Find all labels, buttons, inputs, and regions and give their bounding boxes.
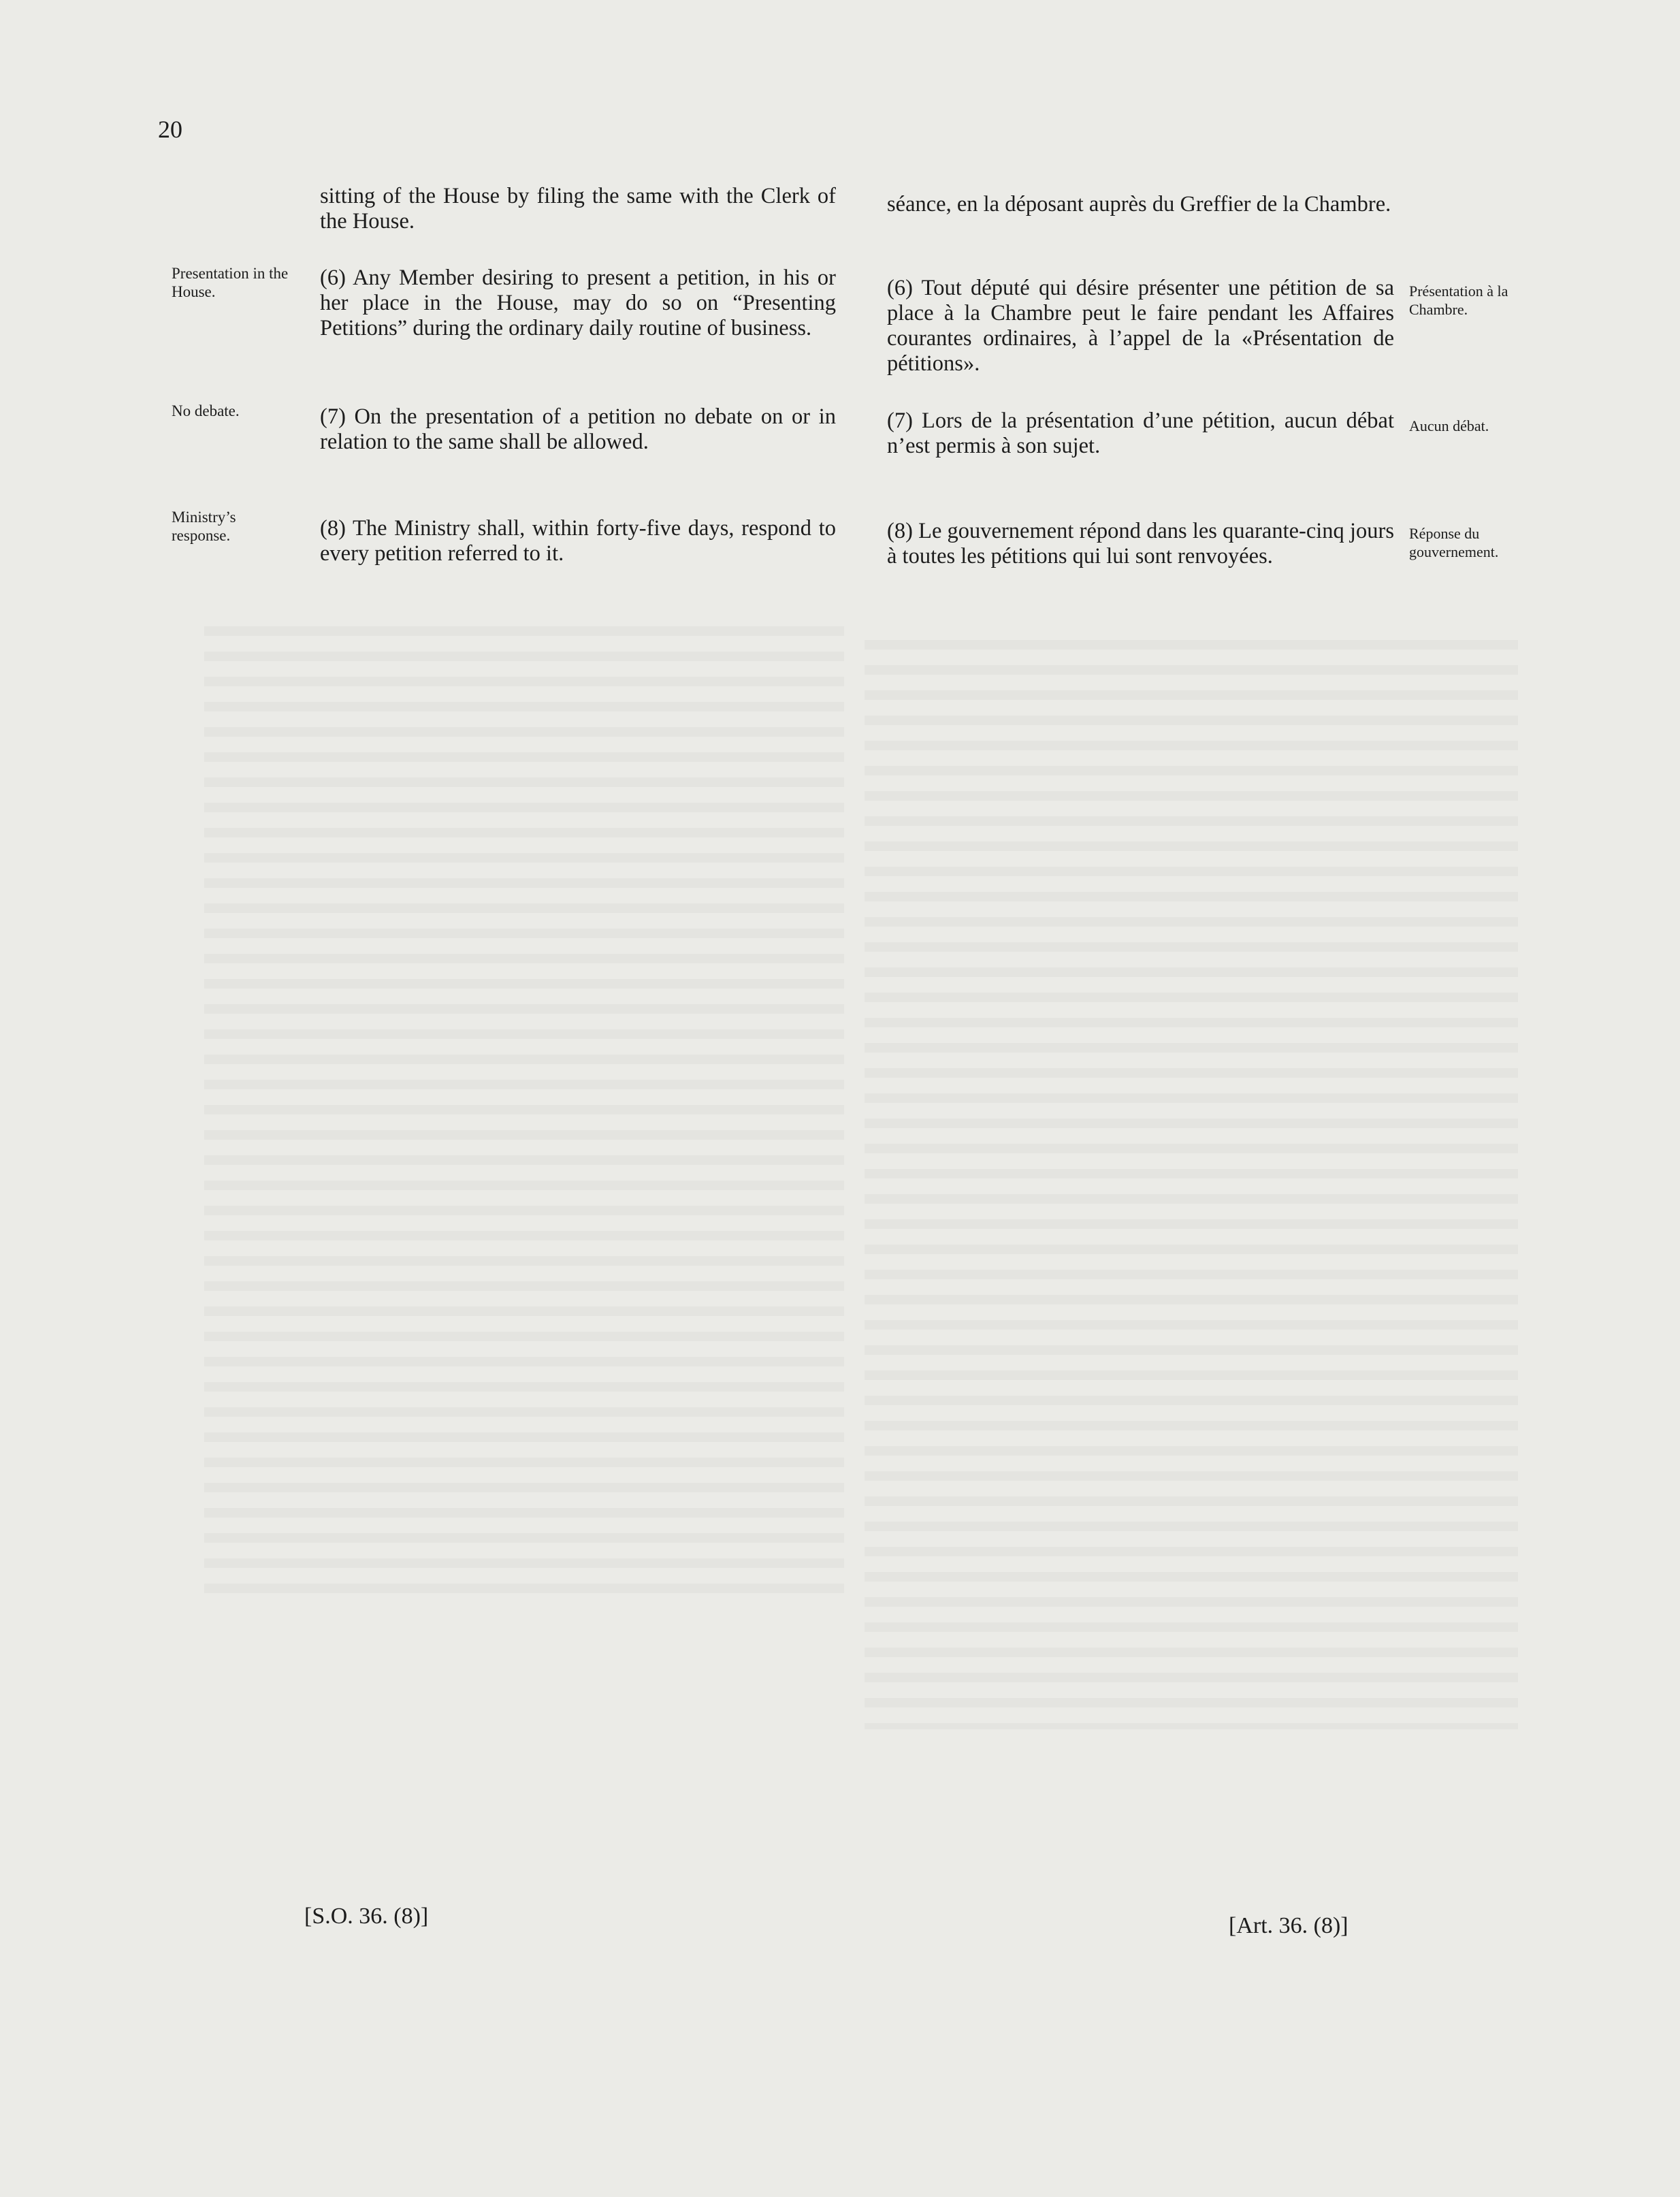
french-paragraph-6: (6) Tout député qui désire présenter une pétition de sa place à la Chambre peut le faire pendant les Affaires courantes ordinaires, à l’appel de la «Présentation de pétitions». xyxy=(887,276,1394,376)
english-standing-order-reference: [S.O. 36. (8)] xyxy=(304,1904,429,1929)
french-paragraph-7: (7) Lors de la présentation d’une pétition, aucun débat n’est permis à son sujet. xyxy=(887,408,1394,458)
margin-note-aucun-debat: Aucun débat. xyxy=(1409,417,1489,434)
bleed-through-texture-left xyxy=(204,626,844,1593)
margin-note-presentation-in-house: Presentation in the House. xyxy=(172,265,289,300)
french-article-reference: [Art. 36. (8)] xyxy=(1229,1913,1348,1938)
page-number: 20 xyxy=(158,116,182,143)
bleed-through-texture-right xyxy=(865,640,1518,1729)
margin-note-no-debate: No debate. xyxy=(172,402,240,419)
margin-note-reponse-du-gouvernement: Réponse du gouvernement. xyxy=(1409,525,1499,560)
english-paragraph-8: (8) The Ministry shall, within forty-five days, respond to every petition referred to it. xyxy=(320,516,836,566)
english-paragraph-6: (6) Any Member desiring to present a petition, in his or her place in the House, may do so on “Presenting Petitions” during the ordinary daily routine of business. xyxy=(320,266,836,340)
french-continuation-text: séance, en la déposant auprès du Greffier de la Chambre. xyxy=(887,192,1391,217)
english-paragraph-7: (7) On the presentation of a petition no debate on or in relation to the same shall be allowed. xyxy=(320,404,836,454)
margin-note-presentation-a-la-chambre: Présentation à la Chambre. xyxy=(1409,283,1508,318)
english-continuation-text: sitting of the House by filing the same with the Clerk of the House. xyxy=(320,184,836,234)
margin-note-ministrys-response: Ministry’s response. xyxy=(172,509,236,544)
french-paragraph-8: (8) Le gouvernement répond dans les quarante-cinq jours à toutes les pétitions qui lui sont renvoyées. xyxy=(887,519,1394,568)
